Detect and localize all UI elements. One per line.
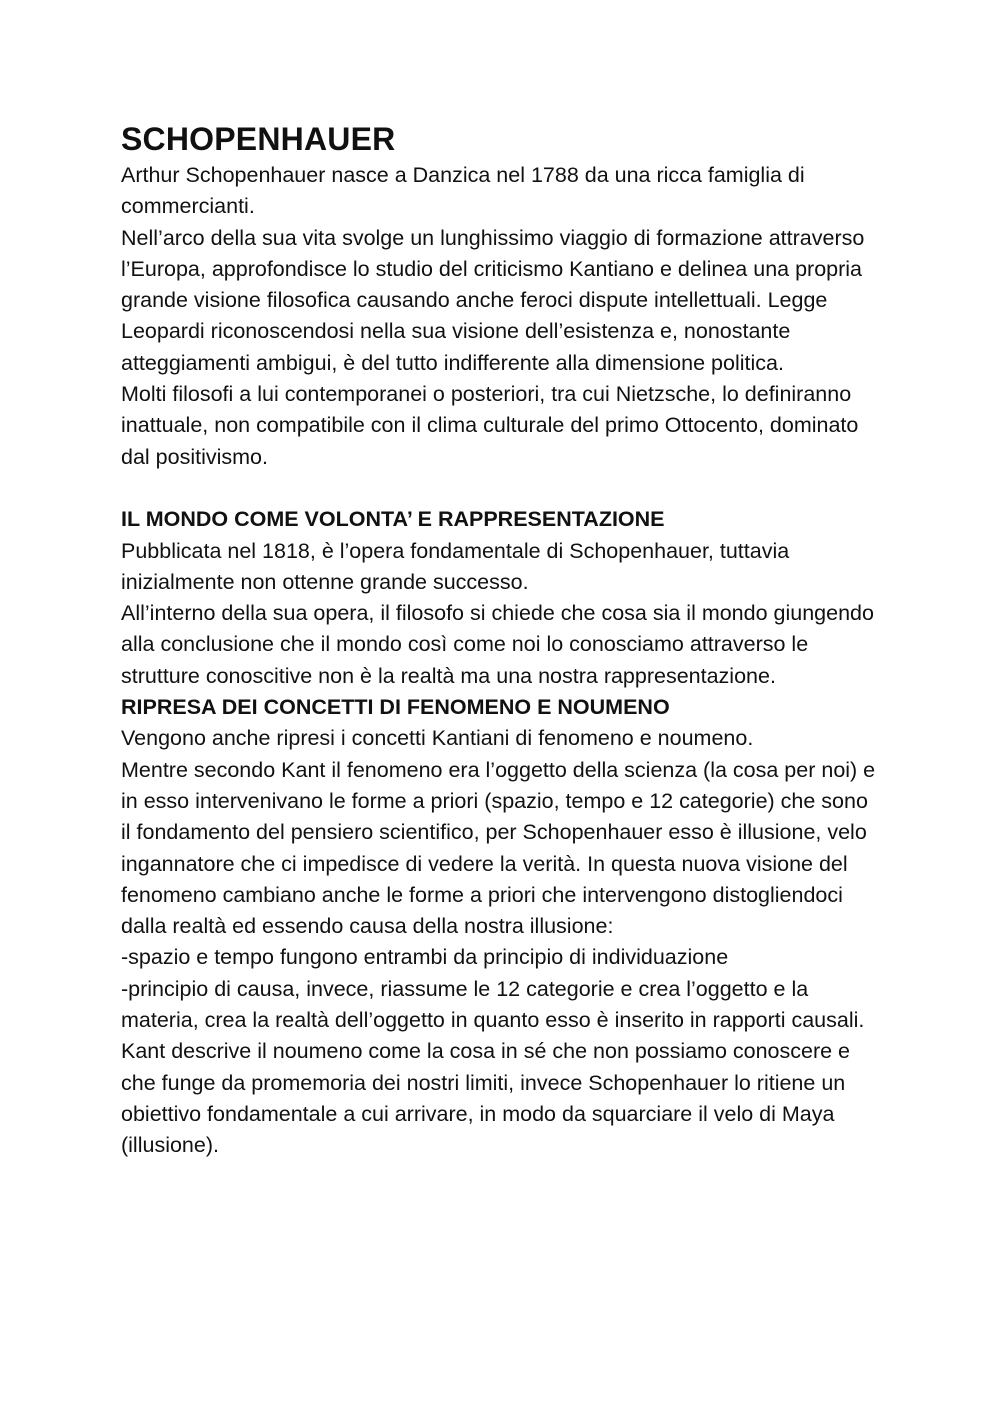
section2-paragraph-1: Vengono anche ripresi i concetti Kantiani di fenomeno e noumeno. (121, 726, 754, 751)
intro-paragraph-3: Molti filosofi a lui contemporanei o posteriori, tra cui Nietzsche, lo definiranno inattuale, non compatibile con il clima culturale del primo Ottocento, dominato dal positivismo. (121, 382, 859, 469)
section2-paragraph-2: Mentre secondo Kant il fenomeno era l’oggetto della scienza (la cosa per noi) e in esso intervenivano le forme a priori (spazio, tempo e 12 categorie) che sono il fondamento del pensiero scientifico, per Schopenhauer esso è illusione, velo ingannatore che ci impedisce di vedere la verità. In questa nuova visione del fenomeno cambiano anche le forme a priori che intervengono distogliendoci dalla realtà ed essendo causa della nostra illusione: (121, 757, 876, 939)
section2-list-item-2: -principio di causa, invece, riassume le 12 categorie e crea l’oggetto e la materia, crea la realtà dell’oggetto in quanto esso è inserito in rapporti causali. (121, 976, 865, 1033)
section-heading-mondo: IL MONDO COME VOLONTA’ E RAPPRESENTAZIONE (121, 507, 665, 532)
intro-paragraph-2: Nell’arco della sua vita svolge un lunghissimo viaggio di formazione attraverso l’Europa, approfondisce lo studio del criticismo Kantiano e delinea una propria grande visione filosofica causando anche feroci dispute intellettuali. Legge Leopardi riconoscendosi nella sua visione dell’esistenza e, nonostante atteggiamenti ambigui, è del tutto indifferente alla dimensione politica. (121, 225, 865, 375)
section1-paragraph-2: All’interno della sua opera, il filosofo si chiede che cosa sia il mondo giungendo alla conclusione che il mondo così come noi lo conosciamo attraverso le strutture conoscitive non è la realtà ma una nostra rappresentazione. (121, 601, 874, 688)
section1-paragraph-1: Pubblicata nel 1818, è l’opera fondamentale di Schopenhauer, tuttavia inizialmente non ottenne grande successo. (121, 538, 790, 594)
section-heading-fenomeno: RIPRESA DEI CONCETTI DI FENOMENO E NOUMENO (121, 695, 670, 720)
intro-paragraph-1: Arthur Schopenhauer nasce a Danzica nel 1788 da una ricca famiglia di commercianti. (121, 163, 805, 219)
document-title: SCHOPENHAUER (121, 121, 396, 157)
document-page (121, 118, 881, 1162)
section-spacer (121, 473, 881, 504)
section2-list-item-1: -spazio e tempo fungono entrambi da principio di individuazione (121, 945, 729, 970)
section2-paragraph-3: Kant descrive il noumeno come la cosa in sé che non possiamo conoscere e che funge da promemoria dei nostri limiti, invece Schopenhauer lo ritiene un obiettivo fondamentale a cui arrivare, in modo da squarciare il velo di Maya (illusione). (121, 1039, 851, 1158)
